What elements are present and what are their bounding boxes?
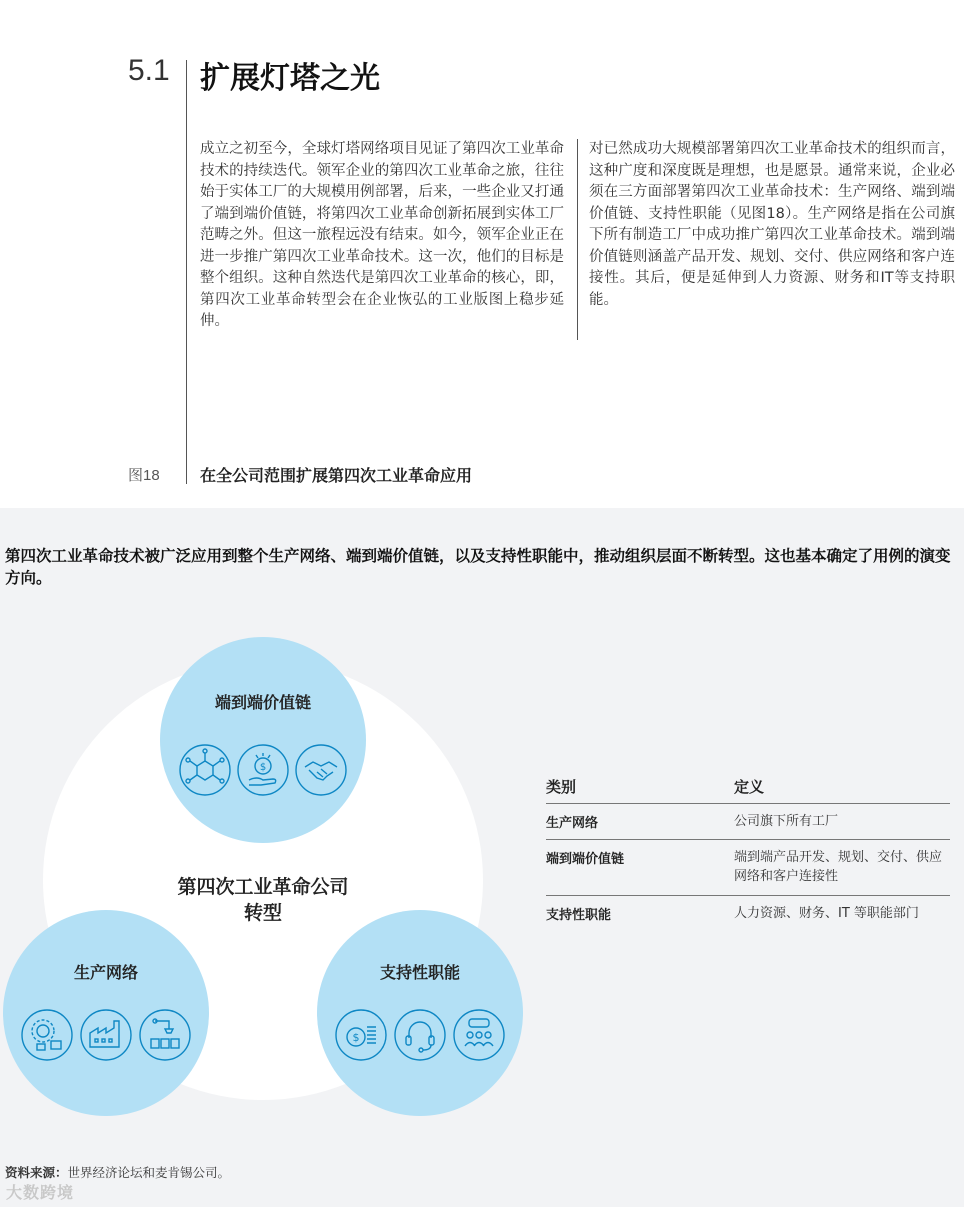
- table-row: [546, 896, 950, 936]
- source-label: 资料来源：: [5, 1165, 68, 1180]
- figure-title: 在全公司范围扩展第四次工业革命应用: [200, 466, 473, 485]
- row-definition: 公司旗下所有工厂: [734, 814, 839, 829]
- svg-text:$: $: [352, 1031, 360, 1044]
- row-category: 支持性职能: [546, 908, 612, 923]
- center-label-line2: 转型: [243, 902, 283, 924]
- svg-text:$: $: [259, 762, 267, 773]
- row-category: 端到端价值链: [546, 852, 625, 867]
- paragraph-right: 对已然成功大规模部署第四次工业革命技术的组织而言，这种广度和深度既是理想，也是愿景。通常来说，企业必须在三方面部署第四次工业革命技术：生产网络、端到端价值链、支持性职能（见图18）。生产网络是指在公司旗下所有制造工厂中成功推广第四次工业革命技术。端到端价值链则涵盖产品开发、规划、交付、供应网络和客户连接性。其后，便是延伸到人力资源、财务和IT等支持职能。: [589, 141, 955, 308]
- source-text: 世界经济论坛和麦肯锡公司。: [67, 1165, 231, 1180]
- circle-value-chain: [160, 637, 366, 843]
- figure-number: 图18: [128, 467, 160, 484]
- row-definition: 端到端产品开发、规划、交付、供应网络和客户连接性: [734, 850, 943, 884]
- section-number: 5.1: [128, 54, 170, 87]
- row-category: 生产网络: [546, 816, 599, 831]
- source-note: [5, 1163, 230, 1181]
- table-row: [546, 840, 950, 896]
- header-definition: 定义: [734, 778, 765, 796]
- label-production-network: 生产网络: [73, 963, 139, 982]
- center-label-line1: 第四次工业革命公司: [177, 876, 349, 898]
- transformation-diagram: [0, 620, 540, 1140]
- definition-table: [546, 776, 950, 936]
- column-divider: [577, 139, 578, 340]
- section-title: 扩展灯塔之光: [200, 61, 380, 96]
- paragraph-left: 成立之初至今，全球灯塔网络项目见证了第四次工业革命技术的持续迭代。领军企业的第四次工业革命之旅，往往始于实体工厂的大规模用例部署，后来，一些企业又打通了端到端价值链，将第四次工业革命创新拓展到实体工厂范畴之外。但这一旅程远没有结束。如今，领军企业正在进一步推广第四次工业革命技术。这一次，他们的目标是整个组织。这种自然迭代是第四次工业革命的核心，即，第四次工业革命转型会在企业恢弘的工业版图上稳步延伸。: [200, 141, 564, 329]
- row-definition: 人力资源、财务、IT 等职能部门: [734, 906, 919, 921]
- watermark: 大数跨境: [6, 1183, 75, 1202]
- label-value-chain: 端到端价值链: [214, 693, 312, 712]
- header-category: 类别: [546, 778, 577, 796]
- section-divider: [186, 60, 187, 484]
- table-row: [546, 804, 950, 840]
- label-support-functions: 支持性职能: [379, 963, 461, 982]
- figure-description: 第四次工业革命技术被广泛应用到整个生产网络、端到端价值链，以及支持性职能中，推动组织层面不断转型。这也基本确定了用例的演变方向。: [5, 547, 951, 587]
- table-header: [546, 776, 950, 804]
